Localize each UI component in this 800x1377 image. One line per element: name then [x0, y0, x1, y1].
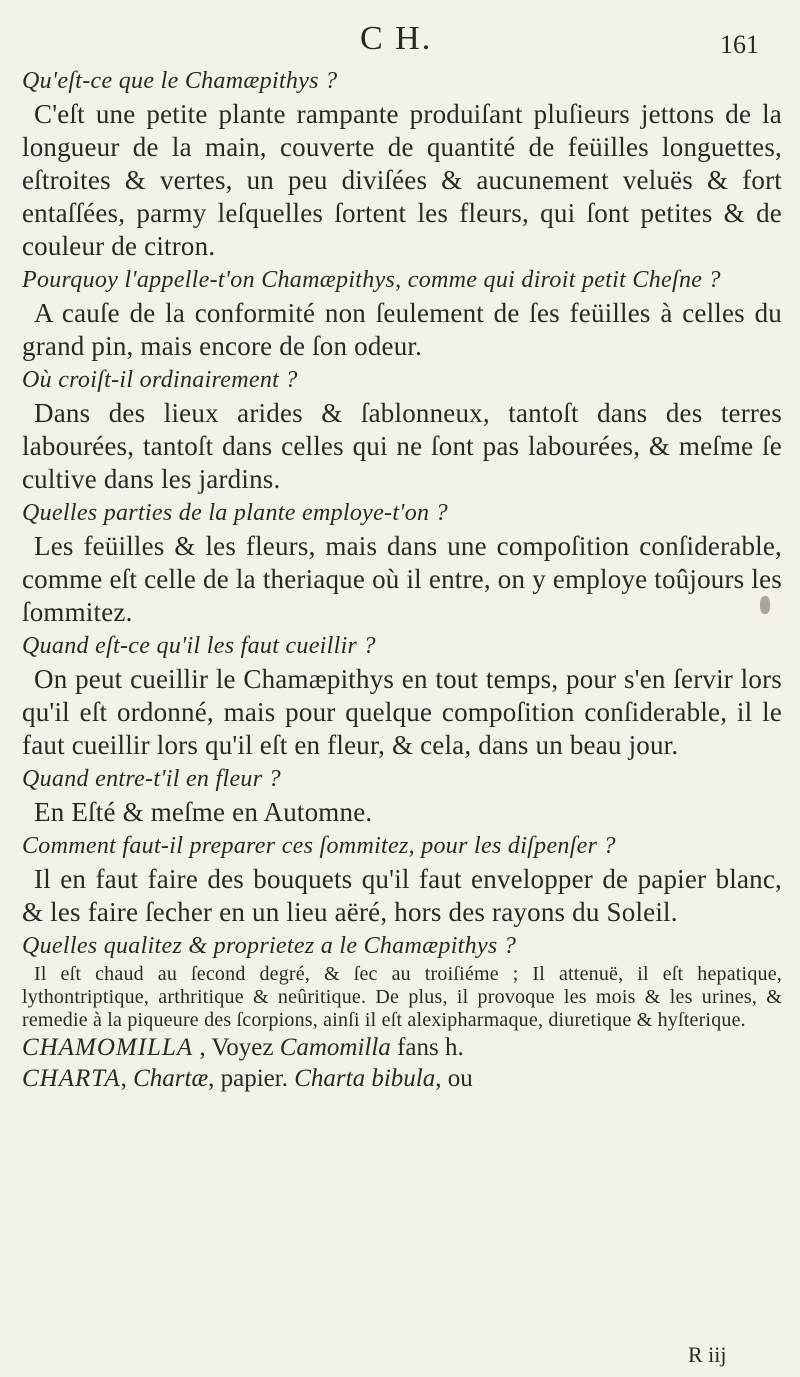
page-body — [22, 64, 782, 1094]
entry-charta — [22, 1063, 782, 1094]
answer-5: On peut cueillir le Chamæpithys en tout temps, pour s'en ſervir lors qu'il eſt ordonné, mais pour quelque compoſition conſiderable, il le faut cueillir lors qu'il eſt en fleur, & cela, dans un beau jour. — [22, 664, 782, 760]
entry-after: , papier. — [208, 1065, 288, 1092]
entry-text: , Voyez — [199, 1034, 274, 1061]
entry-italic: Camomilla — [279, 1034, 391, 1061]
question-4: Quelles parties de la plante employe-t'on ? — [22, 500, 448, 526]
entry-chamomilla — [22, 1032, 782, 1063]
entry-headword: CHAMOMILLA — [22, 1034, 194, 1061]
answer-1: C'eſt une petite plante rampante produiſant pluſieurs jettons de la longueur de la main, couverte de quantité de feüilles longuettes, eſtroites & vertes, un peu diviſées & aucunement veluës & fort entaſſées, parmy leſquelles ſortent les fleurs, qui ſont petites & de couleur de citron. — [22, 99, 782, 261]
page-header — [0, 14, 800, 59]
answer-4: Les feüilles & les fleurs, mais dans une compoſition conſiderable, comme eſt celle de la theriaque où il entre, on y employe toûjours les ſommitez. — [22, 531, 782, 627]
signature-mark: R iij — [688, 1342, 727, 1367]
answer-2: A cauſe de la conformité non ſeulement de ſes feüilles à celles du grand pin, mais encore de ſon odeur. — [22, 298, 782, 361]
entry-headword: CHARTA — [22, 1065, 121, 1092]
ink-smudge — [760, 596, 770, 614]
question-6: Quand entre-t'il en fleur ? — [22, 766, 281, 792]
question-2: Pourquoy l'appelle-t'on Chamæpithys, comme qui diroit petit Cheſne ? — [22, 267, 721, 293]
page-footer — [0, 1342, 800, 1372]
answer-6: En Eſté & meſme en Automne. — [34, 797, 373, 827]
running-head: C H. — [360, 20, 433, 57]
question-1: Qu'eſt-ce que le Chamæpithys ? — [22, 68, 338, 94]
question-8: Quelles qualitez & proprietez a le Chamæpithys ? — [22, 933, 517, 959]
question-3: Où croiſt-il ordinairement ? — [22, 367, 298, 393]
entry-after-2: , ou — [435, 1065, 473, 1092]
entry-text: , — [120, 1065, 127, 1092]
answer-8: Il eſt chaud au ſecond degré, & ſec au troiſiéme ; Il attenuë, il eſt hepatique, lythontriptique, arthritique & neûritique. De plus, il provoque les mois & les urines, & remedie à la piqueure des ſcorpions, ainſi il eſt alexipharmaque, diuretique & hyſterique. — [22, 963, 782, 1031]
question-7: Comment faut-il preparer ces ſommitez, pour les diſpenſer ? — [22, 833, 616, 859]
entry-italic: Chartæ — [133, 1065, 209, 1092]
entry-italic-2: Charta bibula — [294, 1065, 436, 1092]
question-5: Quand eſt-ce qu'il les faut cueillir ? — [22, 633, 376, 659]
answer-3: Dans des lieux arides & ſablonneux, tantoſt dans des terres labourées, tantoſt dans celles qui ne ſont pas labourées, & meſme ſe cultive dans les jardins. — [22, 398, 782, 494]
page-number: 161 — [720, 30, 759, 59]
entry-after: fans h. — [397, 1034, 464, 1061]
answer-7: Il en faut faire des bouquets qu'il faut envelopper de papier blanc, & les faire ſecher en un lieu aëré, hors des rayons du Soleil. — [22, 864, 782, 927]
